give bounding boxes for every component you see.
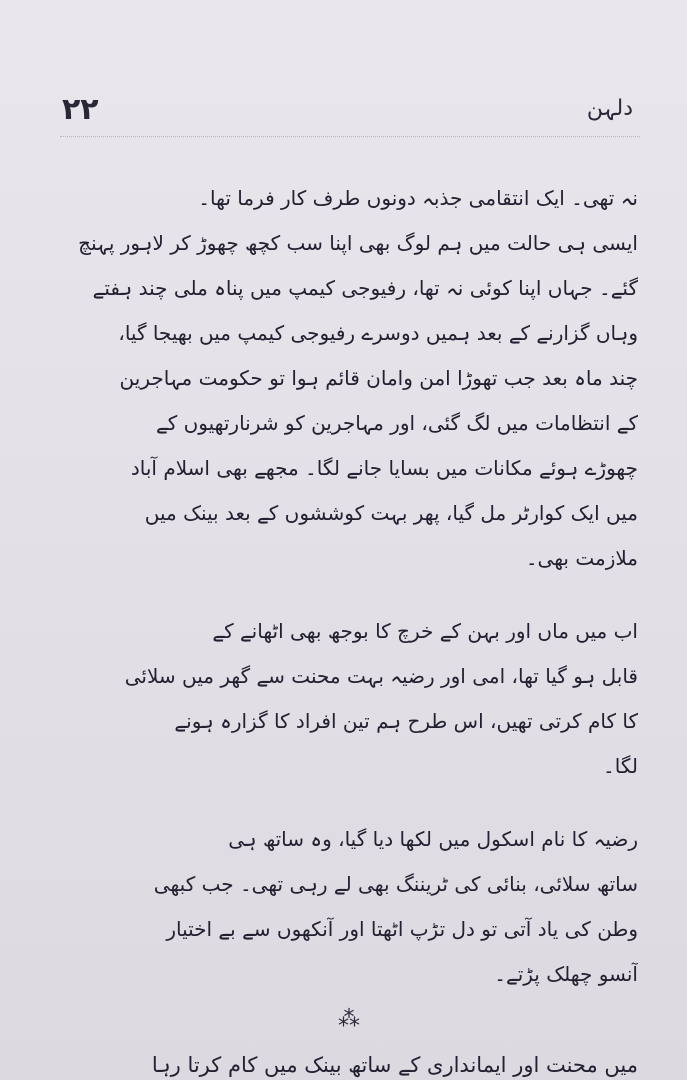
paragraph-5	[60, 1043, 638, 1080]
text-line: وہاں گزارنے کے بعد ہمیں دوسرے رفیوجی کیمپ میں بھیجا گیا،	[118, 321, 638, 345]
text-line: اب میں ماں اور بہن کے خرچ کا بوجھ بھی اٹھانے کے	[212, 619, 638, 643]
paragraph-4	[60, 817, 638, 997]
page-number: ۲۲	[62, 92, 99, 127]
section-break-ornament: ⁂	[338, 1007, 360, 1032]
text-line: قابل ہو گیا تھا، امی اور رضیہ بہت محنت سے گھر میں سلائی	[124, 664, 638, 688]
text-line: رضیہ کا نام اسکول میں لکھا دیا گیا، وہ ساتھ ہی	[228, 827, 638, 851]
paragraph-2	[60, 221, 638, 581]
text-line: آنسو چھلک پڑتے۔	[494, 962, 638, 986]
text-line: نہ تھی۔ ایک انتقامی جذبہ دونوں طرف کار فرما تھا۔	[198, 186, 638, 210]
text-line: ایسی ہی حالت میں ہم لوگ بھی اپنا سب کچھ چھوڑ کر لاہور پہنچ	[78, 231, 638, 255]
text-line: وطن کی یاد آتی تو دل تڑپ اٹھتا اور آنکھوں سے بے اختیار	[166, 917, 638, 941]
body-text	[60, 176, 638, 1080]
text-line: میں ایک کوارٹر مل گیا، پھر بہت کوششوں کے بعد بینک میں	[144, 501, 638, 525]
text-line: ملازمت بھی۔	[525, 546, 638, 570]
header-divider	[60, 136, 640, 137]
paragraph-gap	[60, 789, 638, 817]
paragraph-gap	[60, 581, 638, 609]
running-title: دلہن	[586, 96, 633, 121]
text-line: گئے۔ جہاں اپنا کوئی نہ تھا، رفیوجی کیمپ میں پناہ ملی چند ہفتے	[92, 276, 638, 300]
text-line: چھوڑے ہوئے مکانات میں بسایا جانے لگا۔ مجھے بھی اسلام آباد	[130, 456, 638, 480]
text-line: میں محنت اور ایمانداری کے ساتھ بینک میں کام کرتا رہا	[151, 1053, 638, 1077]
paragraph-1	[60, 176, 638, 221]
text-line: کا کام کرتی تھیں، اس طرح ہم تین افراد کا گزارہ ہونے	[174, 709, 638, 733]
text-line: چند ماہ بعد جب تھوڑا امن وامان قائم ہوا تو حکومت مہاجرین	[119, 366, 638, 390]
text-line: ساتھ سلائی، بنائی کی ٹریننگ بھی لے رہی تھی۔ جب کبھی	[153, 872, 638, 896]
paragraph-3	[60, 609, 638, 789]
text-line: لگا۔	[603, 754, 638, 778]
text-line: کے انتظامات میں لگ گئی، اور مہاجرین کو شرنارتھیوں کے	[155, 411, 638, 435]
